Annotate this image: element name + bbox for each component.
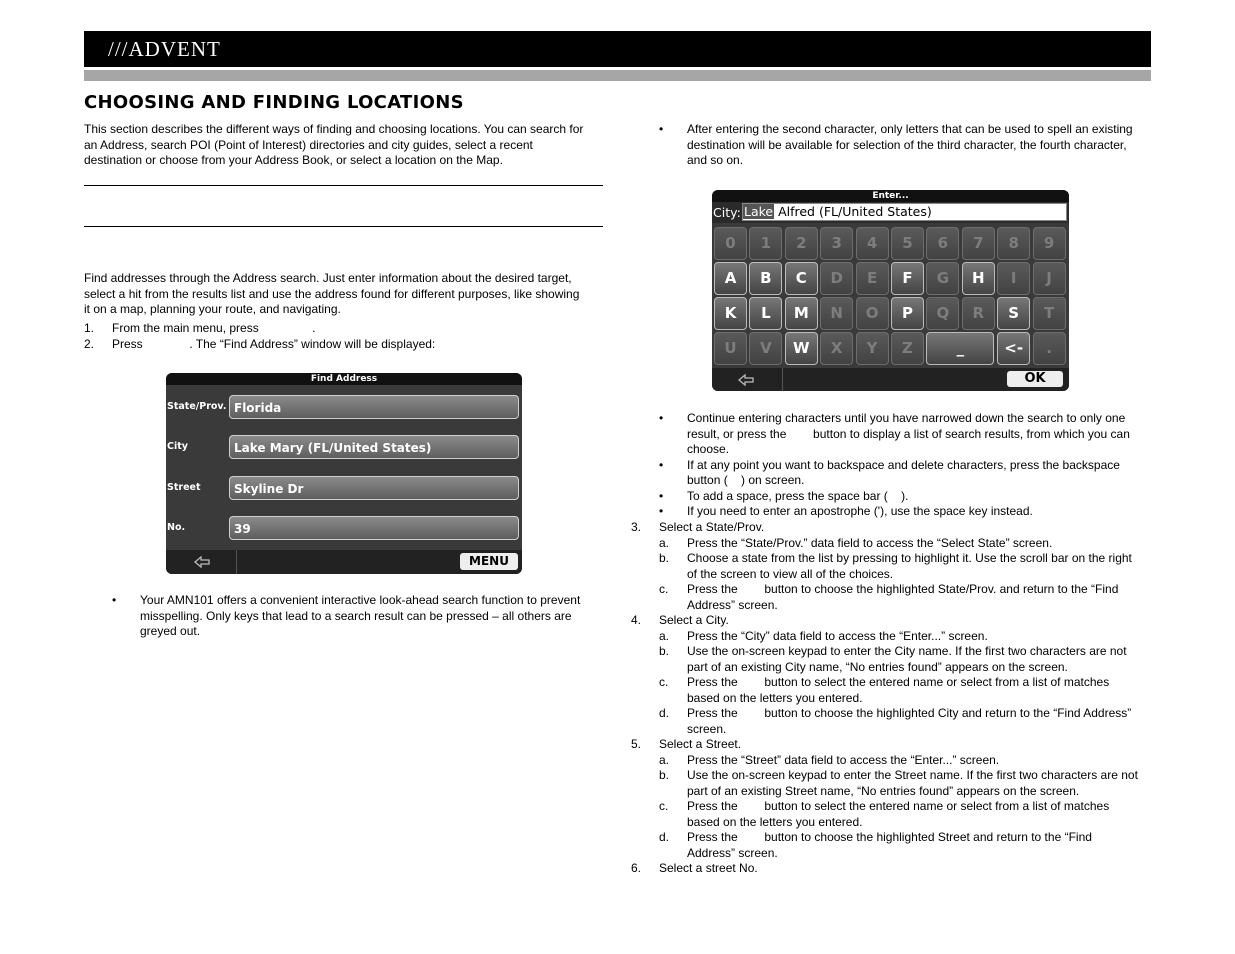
substep-line: Press the button to choose the highlighted State/Prov. and return to the “Find	[687, 582, 1119, 596]
bullet-line: choose.	[687, 442, 730, 456]
substep-letter: d.	[659, 706, 670, 720]
bullet-dot: •	[112, 593, 117, 607]
city-label: City:	[713, 205, 741, 220]
state-field[interactable]: Florida	[229, 395, 519, 419]
bullet-text	[687, 122, 1151, 169]
substep-item	[631, 768, 1151, 799]
step-text: From the main menu, press .	[112, 321, 316, 335]
key-q[interactable]: Q	[926, 297, 959, 330]
substep-letter: c.	[659, 675, 669, 689]
bullet-item	[631, 458, 1151, 489]
screen-title: Enter...	[712, 190, 1069, 202]
substep-item	[631, 536, 1151, 552]
substep-letter: b.	[659, 551, 670, 565]
key-3[interactable]: 3	[820, 227, 853, 260]
substep-letter: d.	[659, 830, 670, 844]
ok-button[interactable]: OK	[1007, 371, 1063, 387]
substep-line: screen.	[687, 721, 727, 736]
key-6[interactable]: 6	[926, 227, 959, 260]
number-field[interactable]: 39	[229, 516, 519, 540]
city-label: City	[167, 441, 188, 452]
key-l[interactable]: L	[749, 297, 782, 330]
step-number: 3.	[631, 520, 642, 534]
substep-line: Press the “State/Prov.” data field to access the “Select State” screen.	[687, 535, 1053, 550]
substep-line: Press the “Street” data field to access the “Enter...” screen.	[687, 752, 1000, 767]
bullet-line: Your AMN101 offers a convenient interactive look-ahead search function to prevent	[140, 593, 581, 607]
substep-item	[631, 830, 1151, 861]
right-bullets	[631, 411, 1151, 520]
step-text: Select a street No.	[659, 861, 758, 875]
back-button[interactable]	[712, 368, 783, 391]
step-number: 6.	[631, 861, 642, 875]
key-e[interactable]: E	[856, 262, 889, 295]
substep-line: part of an existing Street name, “No entries found” appears on the screen.	[687, 783, 1080, 798]
key-y[interactable]: Y	[856, 332, 889, 365]
address-intro-paragraph	[84, 271, 604, 318]
menu-button[interactable]: MENU	[460, 553, 518, 570]
substep-item	[631, 675, 1151, 706]
bullet-dot: •	[659, 122, 664, 136]
substep-item	[631, 582, 1151, 613]
key-h[interactable]: H	[962, 262, 995, 295]
step-number: 4.	[631, 613, 642, 627]
substep-letter: a.	[659, 628, 670, 643]
intro-line: destination or choose from your Address Book, or select a location on the Map.	[84, 153, 503, 167]
key-g[interactable]: G	[926, 262, 959, 295]
substep-line: of the screen to view all of the choices.	[687, 566, 894, 581]
number-label: No.	[167, 522, 186, 533]
key-w[interactable]: W	[785, 332, 818, 365]
key-b[interactable]: B	[749, 262, 782, 295]
city-field[interactable]: Lake Mary (FL/United States)	[229, 435, 519, 459]
intro-line: an Address, search POI (Point of Interest) directories and city guides, select a recent	[84, 137, 533, 152]
bullet-line: and so on.	[687, 153, 744, 167]
bullet-line: After entering the second character, only letters that can be used to spell an existing	[687, 122, 1133, 136]
screen-bottom-bar	[712, 368, 1069, 391]
bullet-line: misspelling. Only keys that lead to a search result can be pressed – all others are	[140, 608, 572, 623]
advent-logo: ///ADVENT	[108, 37, 221, 61]
bullet-line: If at any point you want to backspace and delete characters, press the backspace	[687, 457, 1120, 472]
step-text: Select a State/Prov.	[659, 520, 765, 534]
substep-line: Use the on-screen keypad to enter the City name. If the first two characters are not	[687, 644, 1127, 658]
step-text: Select a Street.	[659, 737, 742, 751]
substep-line: Address” screen.	[687, 597, 778, 612]
bullet-text	[140, 593, 604, 640]
step-item	[631, 861, 1151, 877]
screen-bottom-bar	[166, 550, 522, 574]
step-item	[631, 737, 1151, 861]
substep-item	[631, 629, 1151, 645]
step-text: Select a City.	[659, 613, 729, 627]
key-t[interactable]: T	[1033, 297, 1066, 330]
substep-letter: a.	[659, 535, 670, 550]
key-f[interactable]: F	[891, 262, 924, 295]
suggestion-text: Alfred (FL/United States)	[774, 204, 932, 219]
substep-line: Address” screen.	[687, 845, 778, 860]
key-u[interactable]: U	[714, 332, 747, 365]
substep-line: Press the button to choose the highlighted City and return to the “Find Address”	[687, 706, 1132, 720]
state-label: State/Prov.	[167, 401, 227, 412]
key-8[interactable]: 8	[997, 227, 1030, 260]
bullet-dot: •	[659, 488, 664, 503]
address-intro-line: it on a map, planning your route, and navigating.	[84, 302, 341, 316]
bullet-item	[631, 489, 1151, 505]
key-s[interactable]: S	[997, 297, 1030, 330]
key-m[interactable]: M	[785, 297, 818, 330]
intro-paragraph	[84, 122, 604, 169]
substep-letter: b.	[659, 644, 670, 658]
substep-line: based on the letters you entered.	[687, 690, 863, 705]
key-v[interactable]: V	[749, 332, 782, 365]
dot-key[interactable]: .	[1033, 332, 1066, 365]
key-i[interactable]: I	[997, 262, 1030, 295]
right-steps	[631, 520, 1151, 877]
header-bar	[84, 31, 1151, 67]
substep-line: Press the “City” data field to access the “Enter...” screen.	[687, 628, 988, 643]
city-input[interactable]	[742, 203, 1067, 221]
input-row	[712, 202, 1069, 223]
screen-title: Find Address	[166, 373, 522, 385]
key-c[interactable]: C	[785, 262, 818, 295]
step-number: 1.	[84, 321, 95, 335]
right-first-bullet	[631, 122, 1151, 169]
header-underline-bar	[84, 70, 1151, 81]
substep-line: Choose a state from the list by pressing to highlight it. Use the scroll bar on the right	[687, 551, 1132, 565]
step-text: Press . The “Find Address” window will be displayed:	[112, 337, 436, 351]
key-x[interactable]: X	[820, 332, 853, 365]
intro-line: This section describes the different ways of finding and choosing locations. You can search for	[84, 122, 584, 136]
substep-item	[631, 753, 1151, 769]
step-item	[631, 520, 1151, 613]
bullet-line: If you need to enter an apostrophe ('), use the space key instead.	[687, 504, 1033, 518]
substep-item	[631, 551, 1151, 582]
back-arrow-icon	[712, 368, 782, 391]
bullet-line: result, or press the button to display a list of search results, from which you can	[687, 426, 1130, 441]
key-k[interactable]: K	[714, 297, 747, 330]
step-item	[84, 337, 604, 353]
back-arrow-icon	[166, 550, 236, 574]
key-a[interactable]: A	[714, 262, 747, 295]
step-list	[84, 321, 604, 353]
divider	[84, 226, 603, 227]
bullet-line: greyed out.	[140, 624, 201, 638]
substep-letter: a.	[659, 752, 670, 767]
bullet-line: button ( ) on screen.	[687, 473, 805, 487]
page-title: CHOOSING AND FINDING LOCATIONS	[84, 92, 464, 113]
substep-letter: c.	[659, 582, 669, 596]
address-intro-line: Find addresses through the Address search. Just enter information about the desired target,	[84, 271, 572, 285]
substep-line: Press the button to choose the highlighted Street and return to the “Find	[687, 830, 1092, 844]
street-field[interactable]: Skyline Dr	[229, 476, 519, 500]
key-n[interactable]: N	[820, 297, 853, 330]
step-number: 2.	[84, 337, 95, 351]
key-j[interactable]: J	[1033, 262, 1066, 295]
substep-letter: c.	[659, 799, 669, 813]
key-1[interactable]: 1	[749, 227, 782, 260]
space-key[interactable]: _	[926, 332, 994, 365]
bullet-line: Continue entering characters until you have narrowed down the search to only one	[687, 411, 1126, 425]
substep-line: based on the letters you entered.	[687, 814, 863, 829]
address-intro-line: select a hit from the results list and use the address found for different purposes, like showing	[84, 286, 580, 301]
substep-line: Press the button to select the entered name or select from a list of matches	[687, 799, 1110, 813]
key-4[interactable]: 4	[856, 227, 889, 260]
typed-text: Lake	[744, 204, 774, 219]
bullet-item	[631, 411, 1151, 458]
divider	[84, 185, 603, 186]
key-p[interactable]: P	[891, 297, 924, 330]
key-z[interactable]: Z	[891, 332, 924, 365]
step-item	[631, 613, 1151, 737]
bullet-dot: •	[659, 504, 664, 518]
key-9[interactable]: 9	[1033, 227, 1066, 260]
step-number: 5.	[631, 737, 642, 751]
key-2[interactable]: 2	[785, 227, 818, 260]
bullet-dot: •	[659, 411, 664, 425]
bullet-line: To add a space, press the space bar ( ).	[687, 488, 909, 503]
find-address-screen	[166, 373, 522, 574]
key-7[interactable]: 7	[962, 227, 995, 260]
bullet-dot: •	[659, 457, 664, 472]
substep-item	[631, 799, 1151, 830]
key-5[interactable]: 5	[891, 227, 924, 260]
substep-item	[631, 706, 1151, 737]
substep-line: Use the on-screen keypad to enter the Street name. If the first two characters are not	[687, 768, 1138, 782]
key-r[interactable]: R	[962, 297, 995, 330]
step-item	[84, 321, 604, 337]
substep-line: Press the button to select the entered name or select from a list of matches	[687, 675, 1110, 689]
bullet-item	[631, 504, 1151, 520]
back-button[interactable]	[166, 550, 237, 574]
key-0[interactable]: 0	[714, 227, 747, 260]
left-bullet	[84, 593, 604, 640]
substep-line: part of an existing City name, “No entries found” appears on the screen.	[687, 659, 1068, 674]
bullet-line: destination will be available for selection of the third character, the fourth character,	[687, 137, 1127, 152]
substep-item	[631, 644, 1151, 675]
enter-screen	[712, 190, 1069, 391]
key-o[interactable]: O	[856, 297, 889, 330]
backspace-key[interactable]: <-	[997, 332, 1030, 365]
key-d[interactable]: D	[820, 262, 853, 295]
street-label: Street	[167, 482, 201, 493]
substep-letter: b.	[659, 768, 670, 782]
